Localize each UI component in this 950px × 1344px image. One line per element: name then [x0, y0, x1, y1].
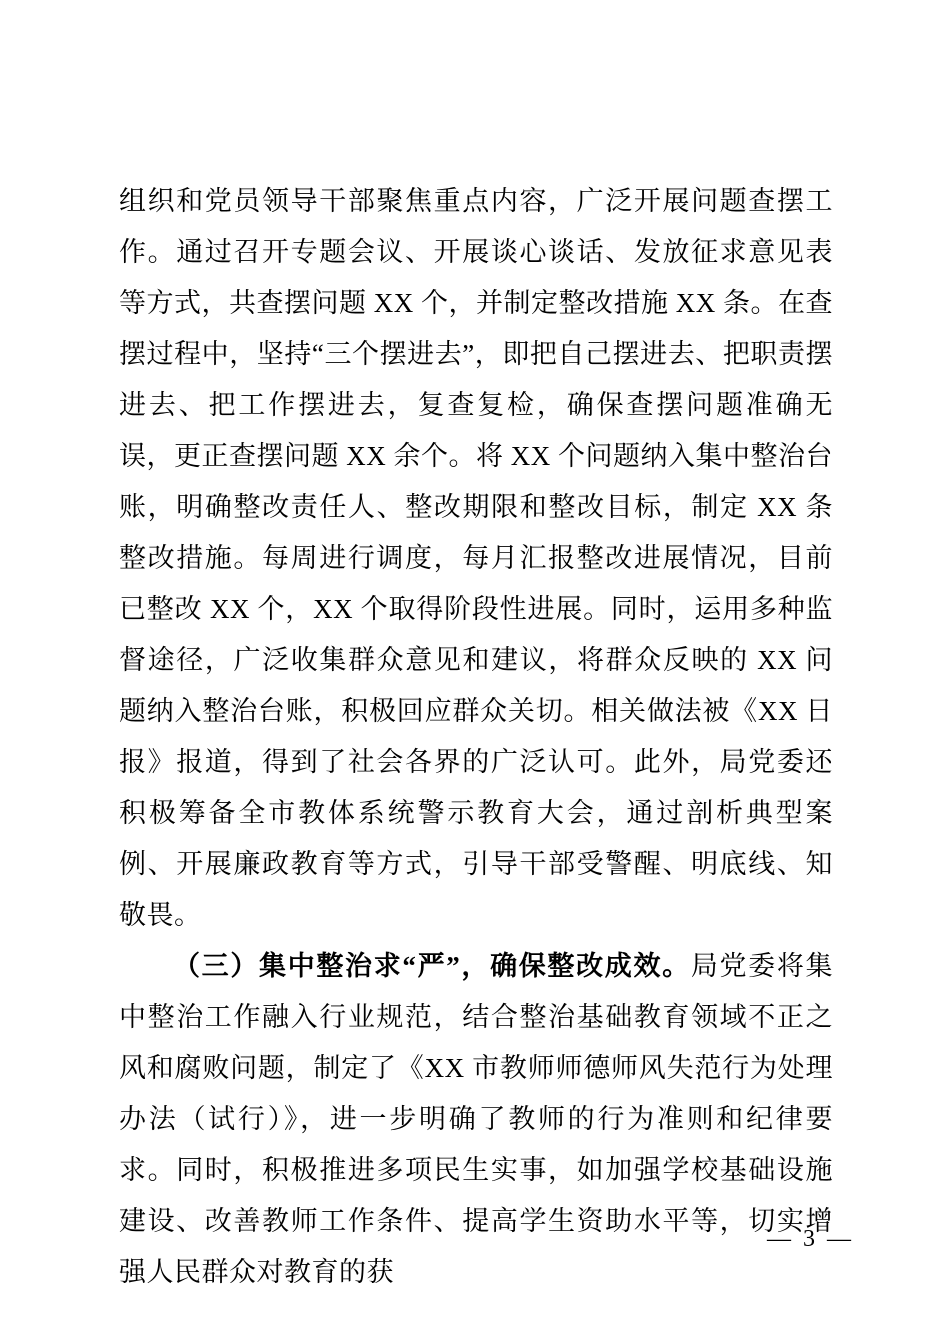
document-body: [119, 176, 833, 1298]
paragraph-section-three-text: 局党委将集中整治工作融入行业规范，结合整治基础教育领域不正之风和腐败问题，制定了《XX 市教师师德师风失范行为处理办法（试行）》，进一步明确了教师的行为准则和纪律要求。同时，积极推进多项民生实事，如加强学校基础设施建设、改善教师工作条件、提高学生资助水平等，切实增强人民群众对教育的获: [119, 951, 834, 1287]
page-number: — 3 —: [767, 1226, 854, 1252]
paragraph-continuation-text: 组织和党员领导干部聚焦重点内容，广泛开展问题查摆工作。通过召开专题会议、开展谈心谈话、发放征求意见表等方式，共查摆问题 XX 个，并制定整改措施 XX 条。在查摆过程中，坚持“三个摆进去”，即把自己摆进去、把职责摆进去、把工作摆进去，复查复检，确保查摆问题准确无误，更正查摆问题 XX 余个。将 XX 个问题纳入集中整治台账，明确整改责任人、整改期限和整改目标，制定 XX 条整改措施。每周进行调度，每月汇报整改进展情况，目前已整改 XX 个，XX 个取得阶段性进展。同时，运用多种监督途径，广泛收集群众意见和建议，将群众反映的 XX 问题纳入整治台账，积极回应群众关切。相关做法被《XX 日报》报道，得到了社会各界的广泛认可。此外，局党委还积极筹备全市教体系统警示教育大会，通过剖析典型案例、开展廉政教育等方式，引导干部受警醒、明底线、知敬畏。: [119, 186, 833, 930]
section-three-heading: （三）集中整治求“严”，确保整改成效。: [173, 951, 691, 981]
paragraph-continuation: [119, 176, 833, 941]
paragraph-section-three: [119, 941, 833, 1298]
